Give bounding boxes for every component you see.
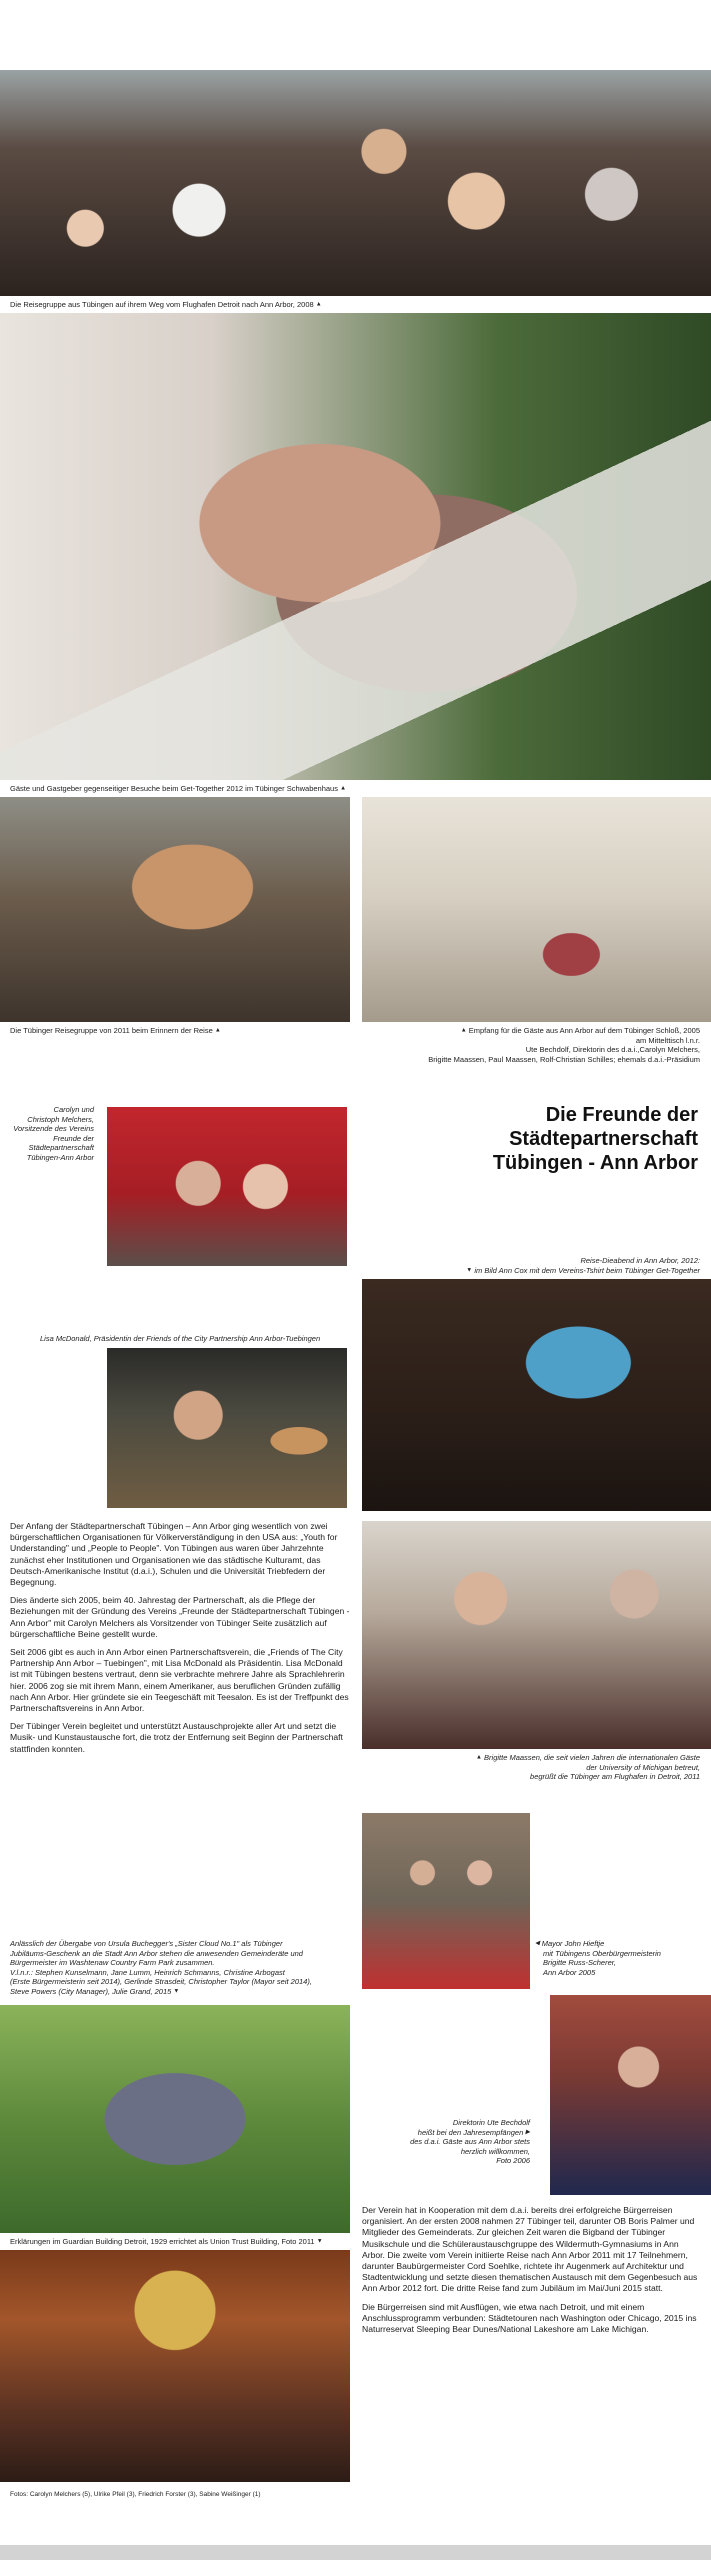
caption-empfang-line1: Empfang für die Gäste aus Ann Arbor auf dem Tübinger Schloß, 2005 xyxy=(468,1026,700,1035)
photo-empfang-schloss xyxy=(362,797,711,1022)
caption-bechdolf xyxy=(380,2118,530,2166)
body-left-paragraph-3: Seit 2006 gibt es auch in Ann Arbor einen Partnerschaftsverein, die „Friends of The City Partnership Ann Arbor – Tuebingen", mit Lisa McDonald als Präsidentin. Lisa McDonald ist mit Tübingen bestens vertraut, denn sie verbrachte mehrere Jahre als Sprachlehrerin hier. 2006 zog sie mit ihrem Mann, einem Amerikaner, aus beruflichen Gründen zufällig nach Ann Arbor. Hier gründete sie ein Teegeschäft mit Teesalon. Es ist der Treffpunkt des Partnerschaftsvereins in Ann Arbor. xyxy=(10,1647,349,1714)
caption-melchers-line4: Freunde der xyxy=(53,1133,94,1143)
photo-guardian-image xyxy=(0,2250,350,2482)
photo-balcony-image xyxy=(0,313,711,780)
caption-reisegruppe-2011 xyxy=(10,1026,221,1036)
caption-bechdolf-line3: des d.a.i. Gäste aus Ann Arbor stets xyxy=(410,2137,530,2147)
caption-reise-abend-line2: im Bild Ann Cox mit dem Vereins-Tshirt beim Tübinger Get-Together xyxy=(474,1265,700,1275)
photo-lisa-image xyxy=(107,1348,347,1508)
caption-sister-line1: Anlässlich der Übergabe von Ursula Buchegger's „Sister Cloud No.1" als Tübinger xyxy=(10,1939,283,1948)
page-title-line2: Städtepartnerschaft xyxy=(509,1128,698,1150)
photo-ann-cox xyxy=(362,1279,711,1511)
caption-empfang-line3: Ute Bechdolf, Direktorin des d.a.i.,Carolyn Melchers, xyxy=(525,1045,700,1055)
photo-mayors xyxy=(362,1813,530,1989)
photo-mayors-image xyxy=(362,1813,530,1989)
caption-sister-line6: Steve Powers (City Manager), Julie Grand, 2015 xyxy=(10,1986,172,1996)
body-left-paragraph-2: Dies änderte sich 2005, beim 40. Jahrestag der Partnerschaft, als die Pflege der Beziehungen mit der Gründung des Vereins „Freunde der Städtepartnerschaft Tübingen - Ann Arbor" mit Carolyn Melchers als Vorsitzender von Tübinger Seite zusätzlich auf bürgerschaftliche Beine gestellt wurde. xyxy=(10,1595,350,1639)
page-title-line1: Die Freunde der xyxy=(545,1104,698,1126)
caption-bechdolf-line1: Direktorin Ute Bechdolf xyxy=(452,2118,530,2127)
arrow-right-icon: ▶ xyxy=(525,2128,530,2135)
photo-farm-park xyxy=(0,2005,350,2233)
caption-empfang-line2: am Mittelttisch l.n.r. xyxy=(635,1035,700,1045)
caption-mayor-line2: mit Tübingens Oberbürgermeisterin xyxy=(543,1948,661,1958)
arrow-down-icon: ▼ xyxy=(173,1987,180,1994)
photo-airport-detroit xyxy=(362,1521,711,1749)
caption-sister-cloud xyxy=(10,1939,355,1996)
caption-mayor-line3: Brigitte Russ-Scherer, xyxy=(543,1958,616,1968)
caption-melchers-line3: Vorsitzende des Vereins xyxy=(13,1124,94,1133)
caption-melchers-line2: Christoph Melchers, xyxy=(27,1114,94,1124)
caption-empfang xyxy=(380,1026,700,1064)
arrow-up-icon: ▲ xyxy=(460,1027,467,1034)
photo-bechdolf xyxy=(550,1995,711,2195)
photo-airport-image xyxy=(362,1521,711,1749)
photo-guardian-building xyxy=(0,2250,350,2482)
page-title-line3: Tübingen - Ann Arbor xyxy=(492,1152,698,1174)
caption-melchers-line5: Städtepartnerschaft xyxy=(28,1143,94,1152)
caption-sister-line4: V.l.n.r.: Stephen Kunselmann, Jane Lumm, Heinrich Schmanns, Christine Arbogast xyxy=(10,1967,285,1977)
caption-bus-text: Die Reisegruppe aus Tübingen auf ihrem Weg vom Flughafen Detroit nach Ann Arbor, 2008 xyxy=(10,300,314,309)
arrow-up-icon: ▲ xyxy=(340,785,347,792)
caption-mayor-line4: Ann Arbor 2005 xyxy=(543,1967,596,1977)
caption-reise-abend xyxy=(380,1256,700,1275)
caption-reisegruppe-text: Die Tübinger Reisegruppe von 2011 beim Erinnern der Reise xyxy=(10,1026,213,1035)
caption-sister-line2: Jubiläums-Geschenk an die Stadt Ann Arbor stehen die anwesenden Gemeinderäte und xyxy=(10,1948,303,1958)
arrow-up-icon: ▲ xyxy=(475,1754,482,1761)
caption-maassen-line1: Brigitte Maassen, die seit vielen Jahren die internationalen Gäste xyxy=(484,1753,700,1762)
body-right-paragraph-2: Die Bürgerreisen sind mit Ausflügen, wie etwa nach Detroit, und mit einem Anschlussprogramm verbunden: Städtetouren nach Washington oder Chicago, 2015 ins Naturreservat Sleeping Bear Dunes/National Lakeshore am Lake Michigan. xyxy=(362,2301,697,2335)
photo-ann-cox-image xyxy=(362,1279,711,1511)
photo-bus-image xyxy=(0,70,711,296)
arrow-down-icon: ▼ xyxy=(316,2238,323,2245)
arrow-up-icon: ▲ xyxy=(315,301,322,308)
caption-maassen-line3: begrüßt die Tübinger am Flughafen in Detroit, 2011 xyxy=(530,1772,700,1782)
body-right-paragraph-1: Der Verein hat in Kooperation mit dem d.a.i. bereits drei erfolgreiche Bürgerreisen organisiert. An der ersten 2008 nahmen 27 Tübinger teil, darunter OB Boris Palmer und Mitglieder des Gemeinderats. Zur gleichen Zeit waren die Bigband der Tübinger Musikschule und die Schüleraustauschgruppe des Wildermuth-Gymnasiums in Ann Arbor. Die zweite vom Verein initiierte Reise nach Ann Arbor 2011 mit 17 Teilnehmern, darunter Baubürgermeister Cord Soehlke, richtete ihr Augenmerk auf Architektur und Stadtentwicklung und setzte diesen thematischen Austausch mit dem Gegenbesuch aus Ann Arbor 2012 fort. Die dritte Reise fand zum Jubiläum im Mai/Juni 2015 statt. xyxy=(362,2205,698,2294)
caption-guardian-text: Erklärungen im Guardian Building Detroit, 1929 errichtet als Union Trust Building, Foto 2011 xyxy=(10,2237,315,2246)
caption-melchers-line1: Carolyn und xyxy=(53,1105,94,1114)
caption-bechdolf-line2: heißt bei den Jahresempfängen xyxy=(417,2127,524,2137)
caption-empfang-line4: Brigitte Maassen, Paul Maassen, Rolf-Christian Schilles; ehemals d.a.i.-Präsidium xyxy=(428,1054,700,1064)
caption-sister-line3: Bürgermeister im Washtenaw Country Farm Park zusammen. xyxy=(10,1958,215,1967)
photo-reisegruppe-image xyxy=(0,797,350,1022)
arrow-down-icon: ▼ xyxy=(466,1266,473,1273)
photo-empfang-image xyxy=(362,797,711,1022)
body-text-left xyxy=(10,1521,350,1762)
arrow-left-icon: ◀ xyxy=(535,1940,540,1947)
caption-guardian xyxy=(10,2237,323,2247)
caption-reise-abend-line1: Reise-Dieabend in Ann Arbor, 2012: xyxy=(580,1256,700,1265)
photo-farm-park-image xyxy=(0,2005,350,2233)
photo-balcony-group xyxy=(0,313,711,780)
caption-melchers-line6: Tübingen-Ann Arbor xyxy=(26,1152,94,1162)
caption-balcony-text: Gäste und Gastgeber gegenseitiger Besuche beim Get-Together 2012 im Tübinger Schwabenhaus xyxy=(10,784,338,793)
photo-bechdolf-image xyxy=(550,1995,711,2195)
caption-mayor xyxy=(535,1939,661,1977)
caption-lisa xyxy=(40,1334,320,1344)
caption-bus xyxy=(10,300,322,310)
caption-bechdolf-line5: Foto 2006 xyxy=(496,2156,530,2166)
caption-lisa-text: Lisa McDonald, Präsidentin der Friends of the City Partnership Ann Arbor-Tuebingen xyxy=(40,1334,321,1343)
photo-credits xyxy=(10,2490,261,2500)
arrow-up-icon: ▲ xyxy=(214,1027,221,1034)
caption-bechdolf-line4: herzlich willkommen, xyxy=(460,2146,530,2156)
photo-reisegruppe-2011 xyxy=(0,797,350,1022)
photo-credits-text: Fotos: Carolyn Melchers (5), Ulrike Pfeil (3), Friedrich Forster (3), Sabine Weißinger (1) xyxy=(10,2491,261,2498)
caption-sister-line5: (Erste Bürgermeisterin seit 2014), Gerlinde Strasdeit, Christopher Taylor (Mayor seit 2014), xyxy=(10,1977,312,1986)
caption-mayor-line1: Mayor John Hieftje xyxy=(541,1939,605,1948)
page-title xyxy=(400,1103,698,1175)
body-text-right xyxy=(362,2205,702,2342)
caption-balcony xyxy=(10,784,346,794)
body-left-paragraph-4: Der Tübinger Verein begleitet und unterstützt Austauschprojekte aller Art und setzt die Musik- und Kunstaustausche fort, die trotz der Entfernung seit Beginn der Partnerschaft stattfinden konnten. xyxy=(10,1721,343,1754)
photo-lisa xyxy=(107,1348,347,1508)
caption-maassen-line2: der University of Michigan betreut, xyxy=(586,1762,700,1772)
photo-bus-group xyxy=(0,70,711,296)
bottom-bar xyxy=(0,2545,711,2560)
photo-melchers xyxy=(107,1107,347,1266)
body-left-paragraph-1: Der Anfang der Städtepartnerschaft Tübingen – Ann Arbor ging wesentlich von zwei bürgerschaftlichen Organisationen für Völkerverständigung in den USA aus: „Youth for Understanding" und „People to People". Von Tübingen aus waren über Jahrzehnte zunächst eher Institutionen und Organisationen wie das städtische Kulturamt, das Deutsch-Amerikanische Institut (d.a.i.), Schulen und die Universität Triebfedern der Begegnung. xyxy=(10,1521,338,1588)
photo-melchers-image xyxy=(107,1107,347,1266)
caption-melchers xyxy=(0,1105,94,1162)
caption-maassen xyxy=(380,1753,700,1782)
